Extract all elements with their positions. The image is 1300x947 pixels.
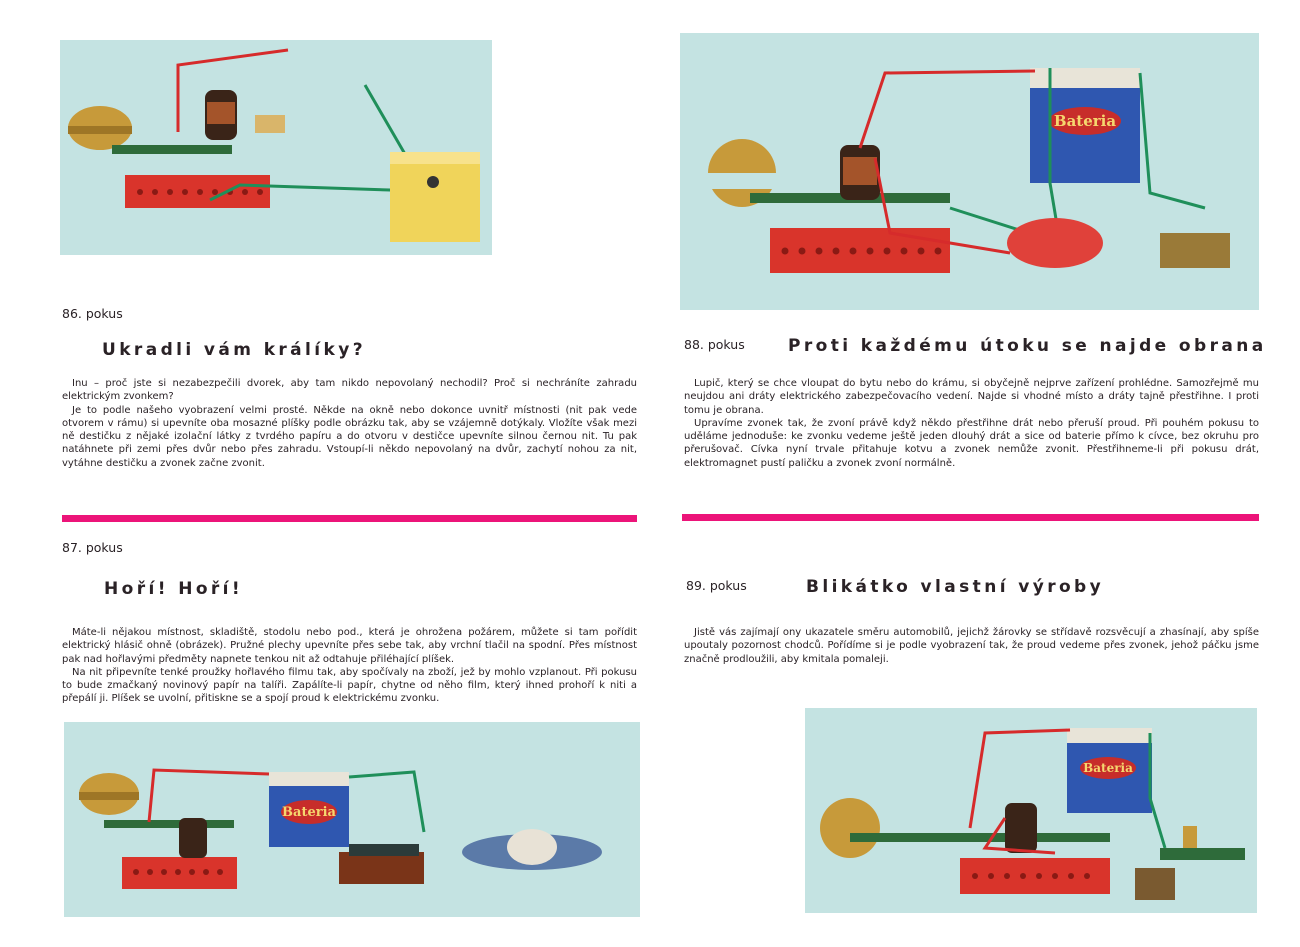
experiment-86-text <box>62 377 637 470</box>
divider-left <box>62 515 637 522</box>
photo-experiment-89 <box>805 708 1257 913</box>
paragraph: Máte-li nějakou místnost, skladiště, stodolu nebo pod., která je ohrožena požárem, můžete si tam pořídit elektrický hlásič ohně (obrázek). Pružné plechy upevníte přes sebe tak, aby vrchní tlačil na spodní. Přes místnost pak nad hořlavými předměty napnete tenkou nit až odtahuje přiléhající plíšek. <box>62 627 637 665</box>
experiment-87-text <box>62 626 637 706</box>
paragraph: Je to podle našeho vyobrazení velmi prosté. Někde na okně nebo dokonce uvnitř místnosti (nit pak vede otvorem v rámu) si upevníte oba mosazné plíšky podle obrázku tak, aby se vzájemně dotýkaly. Vložíte však mezi ně destičku z nějaké izolační látky z tvrdého papíru a do otvoru v destičce upevníte silnou černou nit. Tu pak natáhnete při zemi přes dvůr nebo přes zahradu. Vstoupí-li někdo nepovolaný na dvůr, zachytí nohou za nit, vytáhne destičku a zvonek začne zvonit. <box>62 404 637 469</box>
battery-brand-label: Bateria <box>282 805 336 820</box>
experiment-88-title: Proti každému útoku se najde obrana <box>788 336 1267 356</box>
photo-experiment-88 <box>680 33 1259 310</box>
blinker-photo-icon <box>805 708 1257 913</box>
battery-brand-label: Bateria <box>1083 761 1133 775</box>
battery-brand-label: Bateria <box>1053 112 1117 130</box>
fire-alarm-photo-icon <box>64 722 640 917</box>
experiment-86-title: Ukradli vám králíky? <box>102 340 366 360</box>
experiment-88-number: 88. pokus <box>684 337 745 352</box>
paragraph: Lupič, který se chce vloupat do bytu nebo do krámu, si obyčejně nejprve zařízení prohlédne. Samozřejmě mu neujdou ani dráty elektrického zabezpečovacího vedení. Najde si vhodné místo a dráty tajně přestřihne. I proti tomu je obrana. <box>684 378 1259 416</box>
anti-cut-alarm-photo-icon <box>680 33 1259 310</box>
experiment-89-title: Blikátko vlastní výroby <box>806 577 1105 597</box>
experiment-87-title: Hoří! Hoří! <box>104 579 244 599</box>
experiment-87-number: 87. pokus <box>62 540 123 555</box>
divider-right <box>682 514 1259 521</box>
experiment-89-number: 89. pokus <box>686 578 747 593</box>
experiment-89-text <box>684 626 1259 666</box>
paragraph: Upravíme zvonek tak, že zvoní právě když někdo přestřihne drát nebo přeruší proud. Při pouhém pokusu to uděláme jednoduše: ke zvonku vedeme ještě jeden dlouhý drát a sice od baterie přímo k cívce, bez okruhu pro přerušovač. Cívka nyní trvale přitahuje kotvu a zvonek nemůže zvonit. Přestřihneme-li při pokusu drát, elektromagnet pustí paličku a zvonek zvoní normálně. <box>684 417 1259 469</box>
experiment-86-number: 86. pokus <box>62 306 123 321</box>
paragraph: Inu – proč jste si nezabezpečili dvorek, aby tam nikdo nepovolaný nechodil? Proč si nechráníte zahradu elektrickým zvonkem? <box>62 378 637 403</box>
paragraph: Jistě vás zajímají ony ukazatele směru automobilů, jejichž žárovky se střídavě rozsvěcují a zhasínají, aby spíše upoutaly pozornost chodců. Pořídíme si je podle vyobrazení tak, že proud vedeme přes zvonek, jehož páčku jsme značně prodloužili, aby kmitala pomaleji. <box>684 627 1259 665</box>
photo-experiment-87 <box>64 722 640 917</box>
bell-circuit-photo-icon <box>60 40 492 255</box>
paragraph: Na nit připevníte tenké proužky hořlavého filmu tak, aby spočívaly na zboží, jež by mohlo vzplanout. Při pokusu to bude zmačkaný novinový papír na talíři. Zapálíte-li papír, chytne od něho film, který ihned prohoří k niti a přepálí ji. Plíšek se uvolní, přitiskne se a spojí proud k elektrickému zvonku. <box>62 666 637 705</box>
photo-experiment-86 <box>60 40 492 255</box>
experiment-88-text <box>684 377 1259 470</box>
